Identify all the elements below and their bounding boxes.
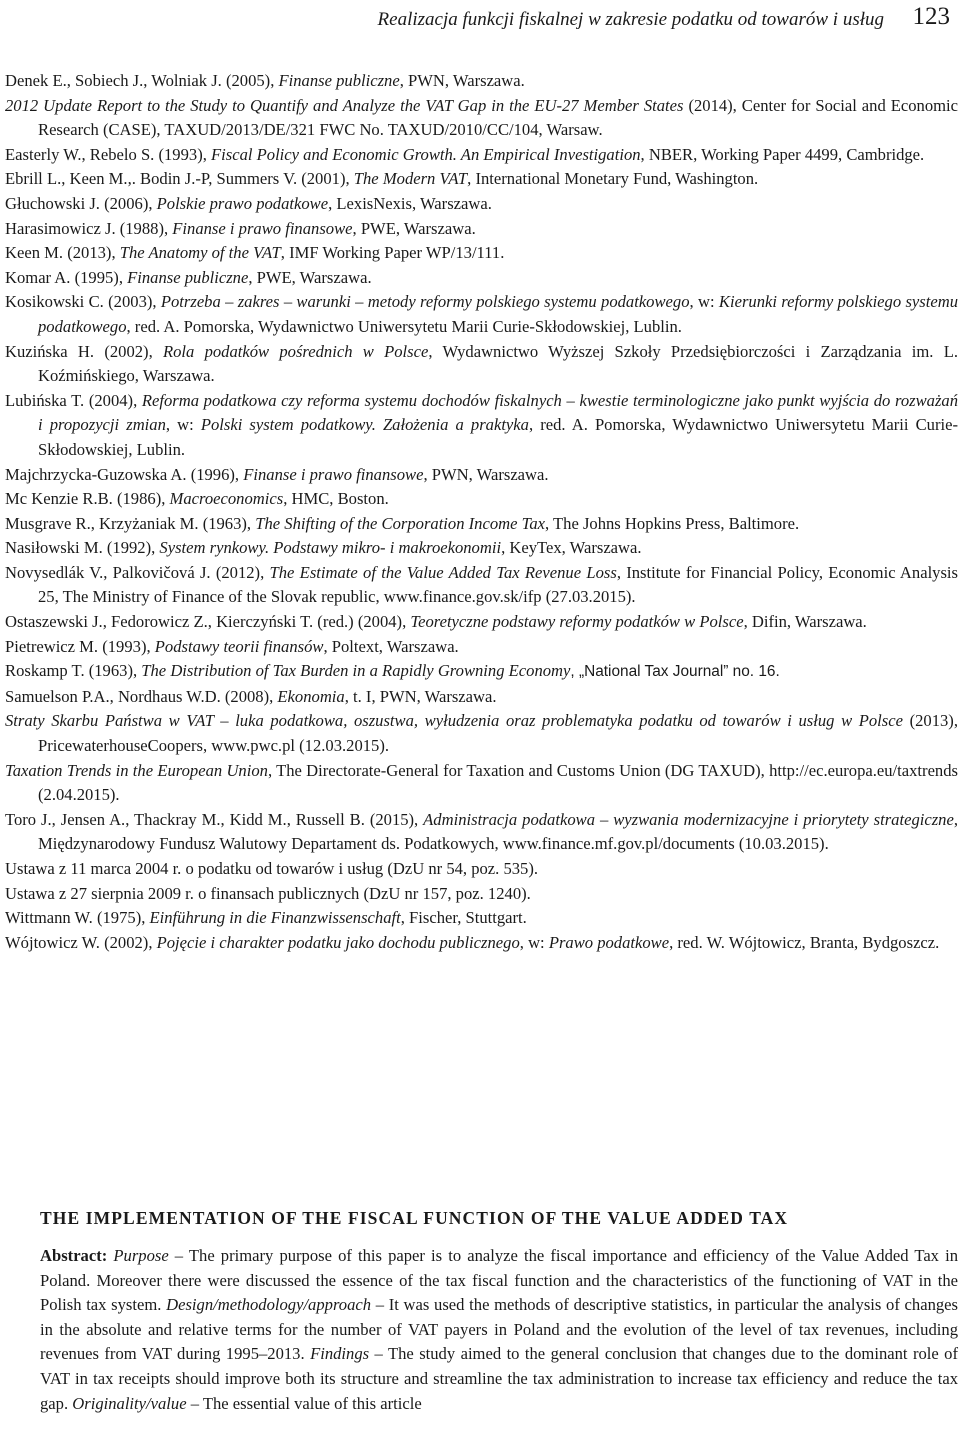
italic-title: Findings <box>310 1344 370 1364</box>
text-run: Musgrave R., Krzyżaniak M. (1963), <box>5 513 256 533</box>
reference-entry <box>5 266 958 291</box>
running-title: Realizacja funkcji fiskalnej w zakresie podatku od towarów i usług <box>377 9 884 30</box>
text-run: , Fischer, Stuttgart. <box>400 908 527 928</box>
english-article-title: THE IMPLEMENTATION OF THE FISCAL FUNCTION OF THE VALUE ADDED TAX <box>40 1208 789 1228</box>
text-run: , IMF Working Paper WP/13/111. <box>280 243 505 263</box>
reference-entry <box>5 463 958 488</box>
reference-entry <box>5 389 958 463</box>
reference-entry <box>5 659 958 685</box>
italic-title: Originality/value <box>72 1393 187 1413</box>
text-run: , w: <box>519 932 549 952</box>
italic-title: Taxation Trends in the European Union <box>5 760 268 780</box>
italic-title: Finanse i prawo finansowe <box>243 464 424 484</box>
italic-title: 2012 Update Report to the Study to Quantify and Analyze the VAT Gap in the EU-27 Member States <box>5 95 684 115</box>
text-run: Głuchowski J. (2006), <box>5 193 157 213</box>
text-run: , w: <box>689 292 719 312</box>
italic-title: Administracja podatkowa – wyzwania modernizacyjne i priorytety strategiczne <box>423 809 954 829</box>
page-number: 123 <box>912 3 950 30</box>
text-run: Mc Kenzie R.B. (1986), <box>5 489 170 509</box>
italic-title: The Distribution of Tax Burden in a Rapidly Growning Economy <box>141 661 571 681</box>
italic-title: Finanse publiczne <box>127 267 249 287</box>
italic-title: Teoretyczne podstawy reformy podatków w Polsce <box>410 612 744 632</box>
reference-entry <box>5 685 958 710</box>
text-run: Majchrzycka-Guzowska A. (1996), <box>5 464 244 484</box>
italic-title: Macroeconomics <box>169 489 284 509</box>
text-run: , HMC, Boston. <box>283 489 389 509</box>
italic-title: Kierunki reformy polskiego systemu podatkowego <box>38 292 958 336</box>
italic-title: System rynkowy. Podstawy mikro- i makroekonomii <box>159 538 502 558</box>
text-run: – The study aimed to the general conclusion that changes due to the dominant role of VAT in tax receipts should improve both its structure and streamline the tax administration to increase tax efficiency and reduce the tax gap. <box>40 1344 959 1413</box>
italic-title: Reforma podatkowa czy reforma systemu dochodów fiskalnych – kwestie terminologiczne jako punkt wyjścia do rozważań i propozycji zmian <box>38 390 958 435</box>
italic-title: Einführung in die Finanzwissenschaft <box>149 908 401 928</box>
reference-entry <box>5 217 958 242</box>
text-run: – The primary purpose of this paper is to analyze the fiscal importance and efficiency of the Value Added Tax in Poland. Moreover there were discussed the essence of the tax fiscal function and the characteristics of the functioning of VAT in the Polish tax system. <box>40 1246 958 1315</box>
reference-entry <box>5 94 958 143</box>
italic-title: Ekonomia <box>277 686 345 706</box>
text-run: Toro J., Jensen A., Thackray M., Kidd M., Russell B. (2015), <box>5 809 424 829</box>
italic-title: The Anatomy of the VAT <box>119 243 281 263</box>
reference-entry <box>5 906 958 931</box>
reference-entry <box>5 561 958 610</box>
italic-title: Polskie prawo podatkowe <box>156 193 329 213</box>
reference-entry <box>5 610 958 635</box>
text-run: , Institute for Financial Policy, Economic Analysis 25, The Ministry of Finance of the Slovak republic, www.finance.gov.sk/ifp (27.03.2015). <box>38 562 959 607</box>
reference-entry <box>5 882 958 907</box>
text-run: , t. I, PWN, Warszawa. <box>344 686 497 706</box>
reference-entry <box>5 808 958 857</box>
text-run: – The essential value of this article <box>186 1393 422 1413</box>
reference-entry <box>5 290 958 339</box>
text-run: Harasimowicz J. (1988), <box>5 218 173 238</box>
text-run: , LexisNexis, Warszawa. <box>328 193 492 213</box>
text-run: (2013), PricewaterhouseCoopers, www.pwc.pl (12.03.2015). <box>38 711 958 756</box>
text-run: Keen M. (2013), <box>5 243 120 263</box>
text-run: Denek E., Sobiech J., Wolniak J. (2005), <box>5 71 279 90</box>
reference-entry <box>5 241 958 266</box>
italic-title: Design/methodology/approach <box>166 1295 372 1315</box>
text-run: Komar A. (1995), <box>5 267 128 287</box>
italic-title: Purpose <box>113 1246 169 1265</box>
italic-title: Rola podatków pośrednich w Polsce <box>162 341 429 361</box>
text-run: Easterly W., Rebelo S. (1993), <box>5 144 212 164</box>
text-run: Novysedlák V., Palkovičová J. (2012), <box>5 562 270 582</box>
reference-list <box>5 69 958 955</box>
italic-title: Pojęcie i charakter podatku jako dochodu publicznego <box>156 932 520 952</box>
reference-entry <box>5 192 958 217</box>
italic-title: The Modern VAT <box>353 169 468 189</box>
reference-entry <box>5 635 958 660</box>
text-run: Ebrill L., Keen M.,. Bodin J.-P, Summers V. (2001), <box>5 169 354 189</box>
reference-entry <box>5 167 958 192</box>
text-run: , PWN, Warszawa. <box>399 71 525 90</box>
text-run: , red. A. Pomorska, Wydawnictwo Uniwersytetu Marii Curie-Skłodowskiej, Lublin. <box>38 415 958 459</box>
text-run: , The Directorate-General for Taxation and Customs Union (DG TAXUD), http://ec.europa.eu/taxtrends (2.04.2015). <box>38 760 958 805</box>
reference-entry <box>5 487 958 512</box>
text-run: , PWE, Warszawa. <box>248 267 372 287</box>
text-run: Samuelson P.A., Nordhaus W.D. (2008), <box>5 686 278 706</box>
text-run: Lubińska T. (2004), <box>5 390 142 410</box>
text-run: Ustawa z 27 sierpnia 2009 r. o finansach publicznych (DzU nr 157, poz. 1240). <box>5 883 531 903</box>
italic-title: Straty Skarbu Państwa w VAT – luka podatkowa, oszustwa, wyłudzenia oraz problematyka podatku od towarów i usług w Polsce <box>5 711 903 731</box>
text-run: Wittmann W. (1975), <box>5 908 150 928</box>
text-run: Ostaszewski J., Fedorowicz Z., Kierczyński T. (red.) (2004), <box>5 612 411 632</box>
text-run: , PWN, Warszawa. <box>423 464 549 484</box>
reference-entry <box>5 931 958 956</box>
text-run: Wójtowicz W. (2002), <box>5 932 157 952</box>
italic-title: Finanse publiczne <box>278 71 400 90</box>
reference-entry <box>5 536 958 561</box>
text-run: , Difin, Warszawa. <box>743 612 867 632</box>
text-run: , Wydawnictwo Wyższej Szkoły Przedsiębiorczości i Zarządzania im. L. Koźmińskiego, Warszawa. <box>38 341 958 386</box>
text-run: Ustawa z 11 marca 2004 r. o podatku od towarów i usług (DzU nr 54, poz. 535). <box>5 859 539 878</box>
text-run: , w: <box>165 415 201 435</box>
reference-entry <box>5 143 958 168</box>
reference-entry <box>5 69 958 94</box>
text-run: , International Monetary Fund, Washington. <box>467 169 759 189</box>
abstract-label: Abstract: <box>40 1246 108 1265</box>
text-run: , Poltext, Warszawa. <box>323 636 459 656</box>
reference-entry <box>5 340 958 389</box>
text-run: , red. W. Wójtowicz, Branta, Bydgoszcz. <box>669 932 940 952</box>
italic-title: Fiscal Policy and Economic Growth. An Empirical Investigation <box>211 144 641 164</box>
text-run: Roskamp T. (1963), <box>5 661 142 681</box>
abstract <box>40 1244 958 1416</box>
text-run: Nasiłowski M. (1992), <box>5 538 160 558</box>
italic-title: Prawo podatkowe <box>548 932 670 952</box>
reference-entry <box>5 709 958 758</box>
reference-entry <box>5 512 958 537</box>
text-run: , NBER, Working Paper 4499, Cambridge. <box>640 144 925 164</box>
text-run: , KeyTex, Warszawa. <box>501 538 642 558</box>
text-run: , „National Tax Journal” no. 16. <box>570 663 780 681</box>
text-run: – It was used the methods of descriptive statistics, in particular the analysis of changes in the absolute and relative terms for the number of VAT payers in Poland and the evolution of the level of tax revenues, including revenues from VAT during 1995–2013. <box>40 1295 958 1364</box>
text-run: Kosikowski C. (2003), <box>5 292 161 312</box>
text-run: Pietrewicz M. (1993), <box>5 636 155 656</box>
italic-title: Finanse i prawo finansowe <box>172 218 353 238</box>
text-run: , PWE, Warszawa. <box>352 218 476 238</box>
text-run: , red. A. Pomorska, Wydawnictwo Uniwersytetu Marii Curie-Skłodowskiej, Lublin. <box>126 316 682 336</box>
italic-title: Potrzeba – zakres – warunki – metody reformy polskiego systemu podatkowego <box>160 292 690 312</box>
text-run: (2014), Center for Social and Economic Research (CASE), TAXUD/2013/DE/321 FWC No. TAXUD/2010/CC/104, Warsaw. <box>38 95 958 140</box>
text-run: Kuzińska H. (2002), <box>5 341 163 361</box>
reference-entry <box>5 857 958 882</box>
text-run: , The Johns Hopkins Press, Baltimore. <box>545 513 800 533</box>
reference-entry <box>5 759 958 808</box>
italic-title: Polski system podatkowy. Założenia a praktyka <box>200 415 529 435</box>
running-header <box>0 3 960 33</box>
italic-title: The Estimate of the Value Added Tax Revenue Loss <box>269 562 617 582</box>
italic-title: Podstawy teorii finansów <box>154 636 324 656</box>
text-run: , Międzynarodowy Fundusz Walutowy Departament ds. Podatkowych, www.finance.mf.gov.pl/documents (10.03.2015). <box>38 809 958 854</box>
italic-title: The Shifting of the Corporation Income Tax <box>255 513 546 533</box>
